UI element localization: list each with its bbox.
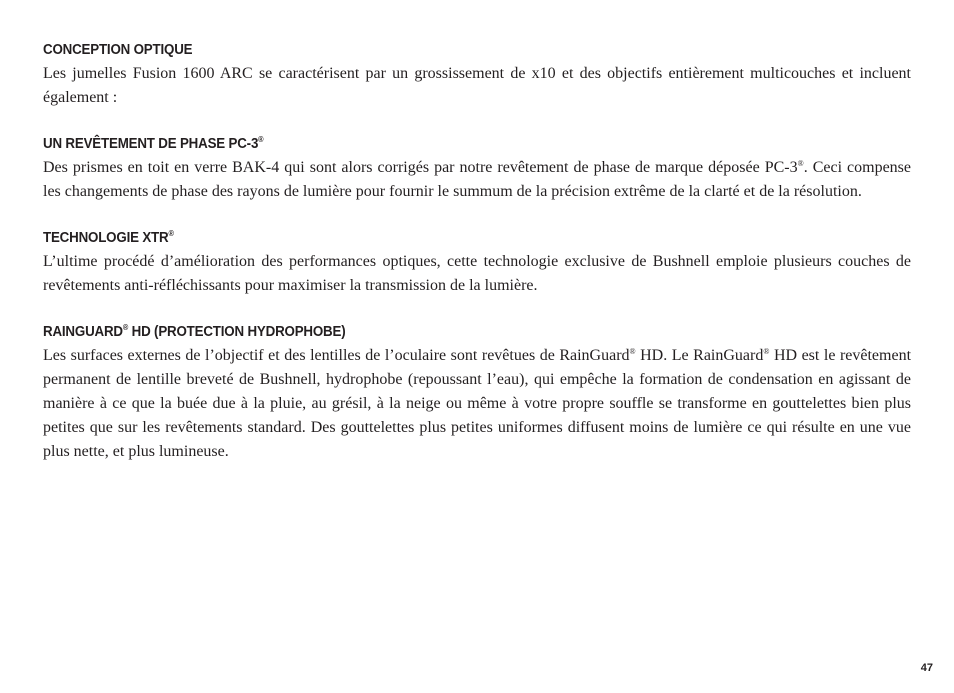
document-page	[43, 40, 911, 488]
page-number: 47	[920, 662, 933, 674]
section-body: Les jumelles Fusion 1600 ARC se caractérisent par un grossissement de x10 et des objectifs entièrement multicouches et incluent également :	[43, 65, 911, 106]
section-heading: UN REVÊTEMENT DE PHASE PC-3®	[43, 135, 264, 152]
section-optical-design	[43, 40, 911, 110]
section-heading: CONCEPTION OPTIQUE	[43, 42, 193, 58]
section-body: Des prismes en toit en verre BAK-4 qui sont alors corrigés par notre revêtement de phase de marque déposée PC-3®. Ceci compense les changements de phase des rayons de lumière pour fournir le summum de la précision extrême de la clarté et de la résolution.	[43, 159, 912, 200]
section-phase-coating	[43, 134, 911, 204]
section-rainguard	[43, 322, 911, 464]
section-body: L’ultime procédé d’amélioration des performances optiques, cette technologie exclusive de Bushnell emploie plusieurs couches de revêtements anti-réfléchissants pour maximiser la transmission de la lumière.	[43, 253, 911, 294]
section-xtr-technology	[43, 228, 911, 298]
section-heading: TECHNOLOGIE XTR®	[43, 229, 174, 246]
section-heading: RAINGUARD® HD (PROTECTION HYDROPHOBE)	[43, 323, 346, 340]
section-body: Les surfaces externes de l’objectif et des lentilles de l’oculaire sont revêtues de RainGuard® HD. Le RainGuard® HD est le revêtement permanent de lentille breveté de Bushnell, hydrophobe (repoussant l’eau), qui empêche la formation de condensation en agissant de manière à ce que la buée due à la pluie, au grésil, à la neige ou même à votre propre souffle se transforme en gouttelettes bien plus petites que sur les revêtements standard. Des gouttelettes plus petites uniformes diffusent moins de lumière ce qui résulte en une vue plus nette, et plus lumineuse.	[43, 347, 912, 460]
